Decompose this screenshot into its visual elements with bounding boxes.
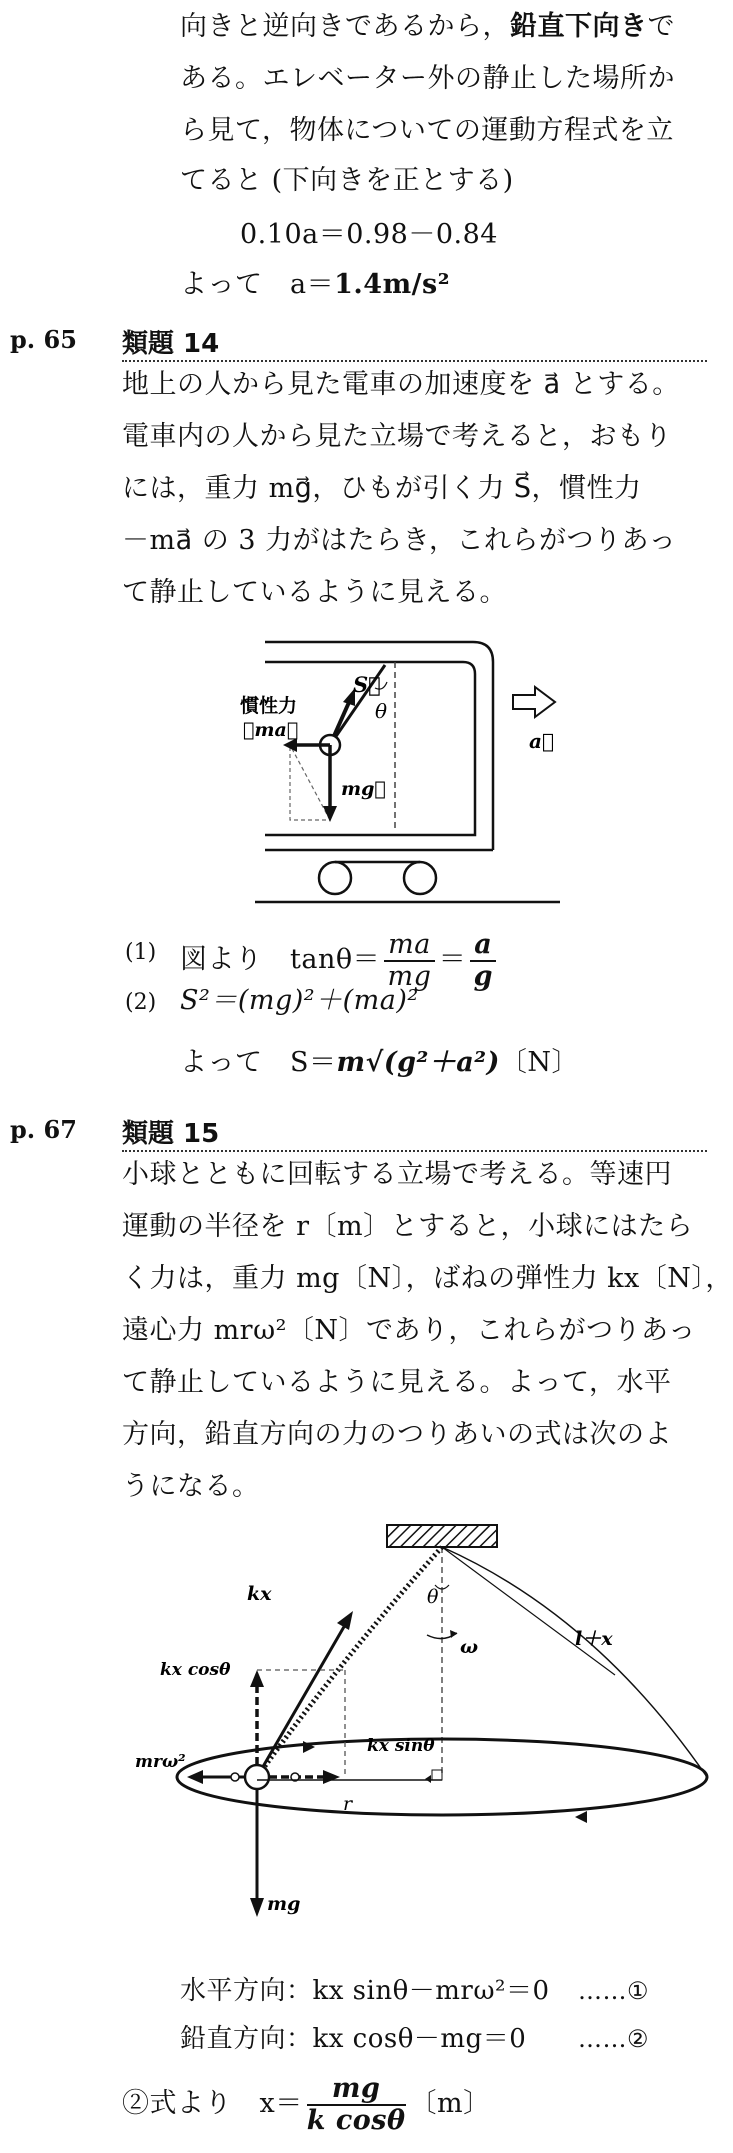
answer-direction: 鉛直下向き [510, 11, 648, 42]
ball [245, 1765, 269, 1789]
label-inertia: 慣性力 [240, 695, 298, 717]
body-14-line-1: 地上の人から見た電車の加速度を a⃗ とする。 [122, 369, 680, 400]
page-ref-65: p. 65 [10, 325, 77, 354]
label-minus-ma: －ma⃗ [243, 719, 299, 741]
spring-force-arrow [257, 1625, 345, 1777]
label-kx: kx [247, 1583, 272, 1605]
body-15-line-1: 小球とともに回転する立場で考える。等速円 [122, 1159, 672, 1190]
intro-answer: よって a＝1.4m/s² [180, 269, 451, 300]
label-s: S⃗ [353, 672, 381, 697]
intro-line-4: てると (下向きを正とする) [180, 165, 514, 196]
vertical-equation: 鉛直方向：kx cosθ－mg＝0 [180, 2024, 527, 2054]
body-15-line-3: く力は，重力 mg〔N〕，ばねの弾性力 kx〔N〕， [122, 1263, 733, 1294]
acceleration-arrow [513, 687, 555, 717]
label-theta: θ [427, 1586, 439, 1608]
label-mrw: mrω² [135, 1752, 186, 1772]
item-number-1: (1) [125, 940, 157, 965]
ceiling-support [387, 1525, 497, 1547]
equation-number-2: ……② [578, 2025, 650, 2053]
conical-pendulum-figure [135, 1525, 715, 1955]
label-mg: mg [267, 1893, 301, 1915]
label-kx-cos: kx cosθ [160, 1660, 231, 1680]
equation-number-1: ……① [578, 1977, 650, 2005]
item-2-equation: S²＝(mg)²＋(ma)² [180, 985, 419, 1016]
train-figure [240, 640, 585, 915]
intro-line-3: ら見て，物体についての運動方程式を立 [180, 115, 674, 146]
body-14-line-2: 電車内の人から見た立場で考えると，おもり [122, 421, 672, 452]
horizontal-equation: 水平方向：kx sinθ－mrω²＝0 [180, 1976, 550, 2006]
body-15-line-6: 方向，鉛直方向の力のつりあいの式は次のよ [122, 1419, 672, 1450]
body-14-line-5: て静止しているように見える。 [122, 577, 507, 608]
item-2-answer: よって S＝m√(g²＋a²)〔N〕 [180, 1047, 580, 1078]
label-a: a⃗ [529, 729, 554, 753]
problem-title-14: 類題 14 [122, 329, 220, 359]
label-kx-sin: kx sinθ [367, 1736, 435, 1756]
intro-equation: 0.10a＝0.98－0.84 [240, 219, 498, 250]
problem-title-15: 類題 15 [122, 1119, 220, 1149]
label-mg: mg⃗ [341, 778, 386, 800]
label-omega: ω [460, 1636, 479, 1658]
item-1-equation: 図より tanθ＝ $\frac{ma}{mg}$ ＝ $\frac{a}{g}$ [180, 920, 500, 1000]
body-15-line-2: 運動の半径を r〔m〕とすると，小球にはたら [122, 1211, 694, 1242]
body-15-line-5: て静止しているように見える。よって，水平 [122, 1367, 672, 1398]
body-14-line-3: には，重力 mg⃗，ひもが引く力 S⃗，慣性力 [122, 473, 642, 504]
body-14-line-4: －ma⃗ の 3 力がはたらき，これらがつりあっ [122, 525, 677, 556]
label-r: r [343, 1793, 353, 1815]
page-ref-67: p. 67 [10, 1115, 77, 1144]
body-15-line-4: 遠心力 mrω²〔N〕であり，これらがつりあっ [122, 1315, 696, 1346]
label-theta: θ [375, 699, 388, 723]
intro-line-1: 向きと逆向きであるから，鉛直下向きで [180, 11, 675, 42]
body-15-line-7: うになる。 [122, 1471, 260, 1502]
solve-x-equation: ②式より x＝ $\frac{mg}{\text{k cosθ}}$ 〔m〕 [122, 2072, 491, 2136]
train-wheels [319, 862, 436, 894]
item-number-2: (2) [125, 990, 157, 1015]
label-l-plus-x: l＋x [575, 1628, 613, 1650]
intro-line-2: ある。エレベーター外の静止した場所か [180, 63, 675, 94]
